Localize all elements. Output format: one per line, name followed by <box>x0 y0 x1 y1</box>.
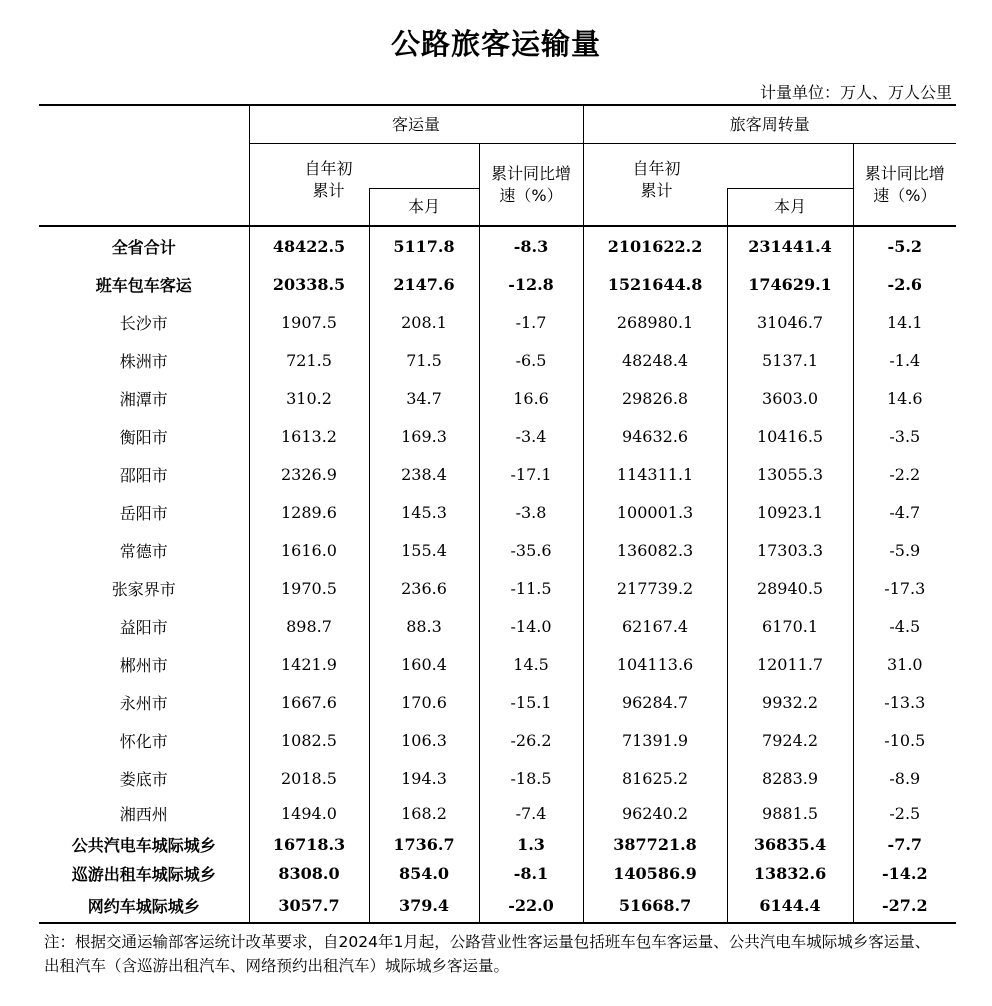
pt-month-cell: 174629.1 <box>727 265 853 303</box>
pt-yoy-cell: -5.9 <box>853 531 956 569</box>
pv-ytd-cell: 1289.6 <box>249 493 369 531</box>
pv-yoy-cell: -6.5 <box>479 341 583 379</box>
pt-ytd-cell: 29826.8 <box>583 379 727 417</box>
pt-yoy-cell: -13.3 <box>853 683 956 721</box>
pv-month-cell: 854.0 <box>369 859 479 888</box>
header-passenger-turnover: 旅客周转量 <box>583 105 956 144</box>
pt-month-cell: 5137.1 <box>727 341 853 379</box>
pt-yoy-cell: -2.2 <box>853 455 956 493</box>
pt-ytd-cell: 96240.2 <box>583 797 727 830</box>
pv-month-cell: 106.3 <box>369 721 479 759</box>
pt-ytd-cell: 100001.3 <box>583 493 727 531</box>
header-pt-yoy: 累计同比增 速（%） <box>853 144 956 227</box>
pv-ytd-cell: 2018.5 <box>249 759 369 797</box>
pt-yoy-cell: -7.7 <box>853 830 956 859</box>
pv-month-cell: 169.3 <box>369 417 479 455</box>
pt-ytd-cell: 268980.1 <box>583 303 727 341</box>
pt-ytd-cell: 81625.2 <box>583 759 727 797</box>
pt-yoy-cell: -4.5 <box>853 607 956 645</box>
pt-yoy-cell: -27.2 <box>853 888 956 923</box>
pv-month-cell: 1736.7 <box>369 830 479 859</box>
passenger-transport-table <box>39 104 956 924</box>
pv-month-cell: 160.4 <box>369 645 479 683</box>
row-name: 株洲市 <box>119 351 168 371</box>
pv-ytd-cell: 1667.6 <box>249 683 369 721</box>
table-row <box>39 859 956 888</box>
pt-month-cell: 9932.2 <box>727 683 853 721</box>
pt-ytd-cell: 217739.2 <box>583 569 727 607</box>
pv-ytd-cell: 310.2 <box>249 379 369 417</box>
pt-ytd-cell: 387721.8 <box>583 830 727 859</box>
pv-yoy-cell: -14.0 <box>479 607 583 645</box>
pt-ytd-cell: 96284.7 <box>583 683 727 721</box>
pv-month-cell: 168.2 <box>369 797 479 830</box>
row-name: 娄底市 <box>119 769 168 789</box>
pt-yoy-cell: -4.7 <box>853 493 956 531</box>
row-name: 公共汽电车城际城乡 <box>71 836 216 855</box>
pv-month-cell: 238.4 <box>369 455 479 493</box>
pv-ytd-cell: 1421.9 <box>249 645 369 683</box>
pt-yoy-cell: -2.6 <box>853 265 956 303</box>
pv-month-cell: 208.1 <box>369 303 479 341</box>
pt-month-cell: 13055.3 <box>727 455 853 493</box>
pt-month-cell: 36835.4 <box>727 830 853 859</box>
pv-yoy-cell: -17.1 <box>479 455 583 493</box>
header-pt-ytd-label: 自年初 累计 <box>632 159 681 200</box>
pv-month-cell: 71.5 <box>369 341 479 379</box>
pv-ytd-cell: 20338.5 <box>249 265 369 303</box>
pv-ytd-cell: 8308.0 <box>249 859 369 888</box>
pt-month-cell: 231441.4 <box>727 226 853 265</box>
pv-yoy-cell: -8.3 <box>479 226 583 265</box>
pv-ytd-cell: 898.7 <box>249 607 369 645</box>
footnote: 注：根据交通运输部客运统计改革要求，自2024年1月起，公路营业性客运量包括班车包车客运量、公共汽电车城际城乡客运量、出租汽车（含巡游出租汽车、网络预约出租汽车）城际城乡客运量。 <box>44 933 931 975</box>
row-name: 巡游出租车城际城乡 <box>71 865 216 884</box>
row-name: 邵阳市 <box>119 465 168 485</box>
row-name: 网约车城际城乡 <box>39 888 249 923</box>
pt-month-cell: 6170.1 <box>727 607 853 645</box>
pt-month-cell: 7924.2 <box>727 721 853 759</box>
row-name: 全省合计 <box>111 237 176 257</box>
pv-ytd-cell: 1494.0 <box>249 797 369 830</box>
table-row <box>39 759 956 797</box>
table-body <box>39 226 956 923</box>
row-name: 班车包车客运 <box>95 275 192 295</box>
table-row <box>39 493 956 531</box>
table-row <box>39 379 956 417</box>
table-row <box>39 797 956 830</box>
pv-yoy-cell: -26.2 <box>479 721 583 759</box>
pt-yoy-cell: -14.2 <box>853 859 956 888</box>
row-name: 张家界市 <box>111 579 176 599</box>
table-row <box>39 455 956 493</box>
pv-month-cell: 236.6 <box>369 569 479 607</box>
row-name: 衡阳市 <box>119 427 168 447</box>
pv-yoy-cell: 1.3 <box>479 830 583 859</box>
pv-month-cell: 145.3 <box>369 493 479 531</box>
pt-month-cell: 6144.4 <box>727 888 853 923</box>
pt-ytd-cell: 51668.7 <box>583 888 727 923</box>
pv-ytd-cell: 1970.5 <box>249 569 369 607</box>
pv-yoy-cell: -35.6 <box>479 531 583 569</box>
pt-ytd-cell: 136082.3 <box>583 531 727 569</box>
row-name: 长沙市 <box>119 313 168 333</box>
pt-yoy-cell: -2.5 <box>853 797 956 830</box>
pv-yoy-cell: -22.0 <box>479 888 583 923</box>
header-pv-month: 本月 <box>369 189 479 227</box>
page-title: 公路旅客运输量 <box>390 27 601 61</box>
row-name: 湘潭市 <box>119 389 168 409</box>
pv-ytd-cell: 16718.3 <box>249 830 369 859</box>
pv-month-cell: 2147.6 <box>369 265 479 303</box>
row-name: 怀化市 <box>119 731 168 751</box>
pt-yoy-cell: -8.9 <box>853 759 956 797</box>
pt-month-cell: 17303.3 <box>727 531 853 569</box>
pv-yoy-cell: 14.5 <box>479 645 583 683</box>
row-name: 湘西州 <box>119 805 168 824</box>
pv-ytd-cell: 1616.0 <box>249 531 369 569</box>
header-pv-ytd <box>249 144 479 200</box>
pv-ytd-cell: 1082.5 <box>249 721 369 759</box>
pv-yoy-cell: -15.1 <box>479 683 583 721</box>
pv-ytd-cell: 2326.9 <box>249 455 369 493</box>
pt-month-cell: 12011.7 <box>727 645 853 683</box>
pt-month-cell: 3603.0 <box>727 379 853 417</box>
table-row <box>39 683 956 721</box>
pt-month-cell: 9881.5 <box>727 797 853 830</box>
pt-ytd-cell: 2101622.2 <box>583 226 727 265</box>
pv-month-cell: 34.7 <box>369 379 479 417</box>
pv-yoy-cell: -11.5 <box>479 569 583 607</box>
header-passenger-volume: 客运量 <box>249 105 583 144</box>
pt-yoy-cell: 14.1 <box>853 303 956 341</box>
table-row <box>39 417 956 455</box>
pv-yoy-cell: -18.5 <box>479 759 583 797</box>
header-pv-yoy: 累计同比增 速（%） <box>479 144 583 227</box>
pt-yoy-cell: -5.2 <box>853 226 956 265</box>
pt-ytd-cell: 114311.1 <box>583 455 727 493</box>
pv-month-cell: 194.3 <box>369 759 479 797</box>
row-name: 益阳市 <box>119 617 168 637</box>
pt-ytd-cell: 1521644.8 <box>583 265 727 303</box>
table-row <box>39 303 956 341</box>
pv-ytd-cell: 721.5 <box>249 341 369 379</box>
table-row <box>39 531 956 569</box>
pv-ytd-cell: 3057.7 <box>249 888 369 923</box>
header-pt-ytd <box>583 144 853 200</box>
pv-yoy-cell: -3.4 <box>479 417 583 455</box>
pv-yoy-cell: -3.8 <box>479 493 583 531</box>
header-pv-ytd-label: 自年初 累计 <box>304 159 353 200</box>
header-corner <box>39 105 249 226</box>
pv-yoy-cell: 16.6 <box>479 379 583 417</box>
pt-ytd-cell: 71391.9 <box>583 721 727 759</box>
pt-month-cell: 8283.9 <box>727 759 853 797</box>
table-row <box>39 569 956 607</box>
row-name: 常德市 <box>119 541 168 561</box>
pv-ytd-cell: 1907.5 <box>249 303 369 341</box>
pv-ytd-cell: 1613.2 <box>249 417 369 455</box>
table-row <box>39 607 956 645</box>
row-name: 永州市 <box>119 693 168 713</box>
pt-ytd-cell: 62167.4 <box>583 607 727 645</box>
pt-yoy-cell: 31.0 <box>853 645 956 683</box>
pt-yoy-cell: 14.6 <box>853 379 956 417</box>
table-row <box>39 830 956 859</box>
unit-label: 计量单位：万人、万人公里 <box>759 83 952 102</box>
row-name: 郴州市 <box>119 655 168 675</box>
pt-month-cell: 10923.1 <box>727 493 853 531</box>
pt-month-cell: 10416.5 <box>727 417 853 455</box>
row-name: 岳阳市 <box>119 503 168 523</box>
pt-month-cell: 31046.7 <box>727 303 853 341</box>
pv-month-cell: 5117.8 <box>369 226 479 265</box>
pv-month-cell: 379.4 <box>369 888 479 923</box>
table-row <box>39 721 956 759</box>
pt-yoy-cell: -10.5 <box>853 721 956 759</box>
header-pt-month: 本月 <box>727 189 853 227</box>
pv-month-cell: 88.3 <box>369 607 479 645</box>
pt-month-cell: 28940.5 <box>727 569 853 607</box>
table-row <box>39 645 956 683</box>
pt-ytd-cell: 48248.4 <box>583 341 727 379</box>
pt-ytd-cell: 140586.9 <box>583 859 727 888</box>
pt-yoy-cell: -3.5 <box>853 417 956 455</box>
pv-yoy-cell: -1.7 <box>479 303 583 341</box>
pv-month-cell: 155.4 <box>369 531 479 569</box>
table-row <box>39 341 956 379</box>
pt-ytd-cell: 104113.6 <box>583 645 727 683</box>
pt-month-cell: 13832.6 <box>727 859 853 888</box>
pv-yoy-cell: -8.1 <box>479 859 583 888</box>
table-row <box>39 888 956 923</box>
pt-yoy-cell: -1.4 <box>853 341 956 379</box>
pt-yoy-cell: -17.3 <box>853 569 956 607</box>
table-row <box>39 265 956 303</box>
pt-ytd-cell: 94632.6 <box>583 417 727 455</box>
pv-yoy-cell: -12.8 <box>479 265 583 303</box>
pv-ytd-cell: 48422.5 <box>249 226 369 265</box>
pv-month-cell: 170.6 <box>369 683 479 721</box>
pv-yoy-cell: -7.4 <box>479 797 583 830</box>
table-row <box>39 226 956 265</box>
